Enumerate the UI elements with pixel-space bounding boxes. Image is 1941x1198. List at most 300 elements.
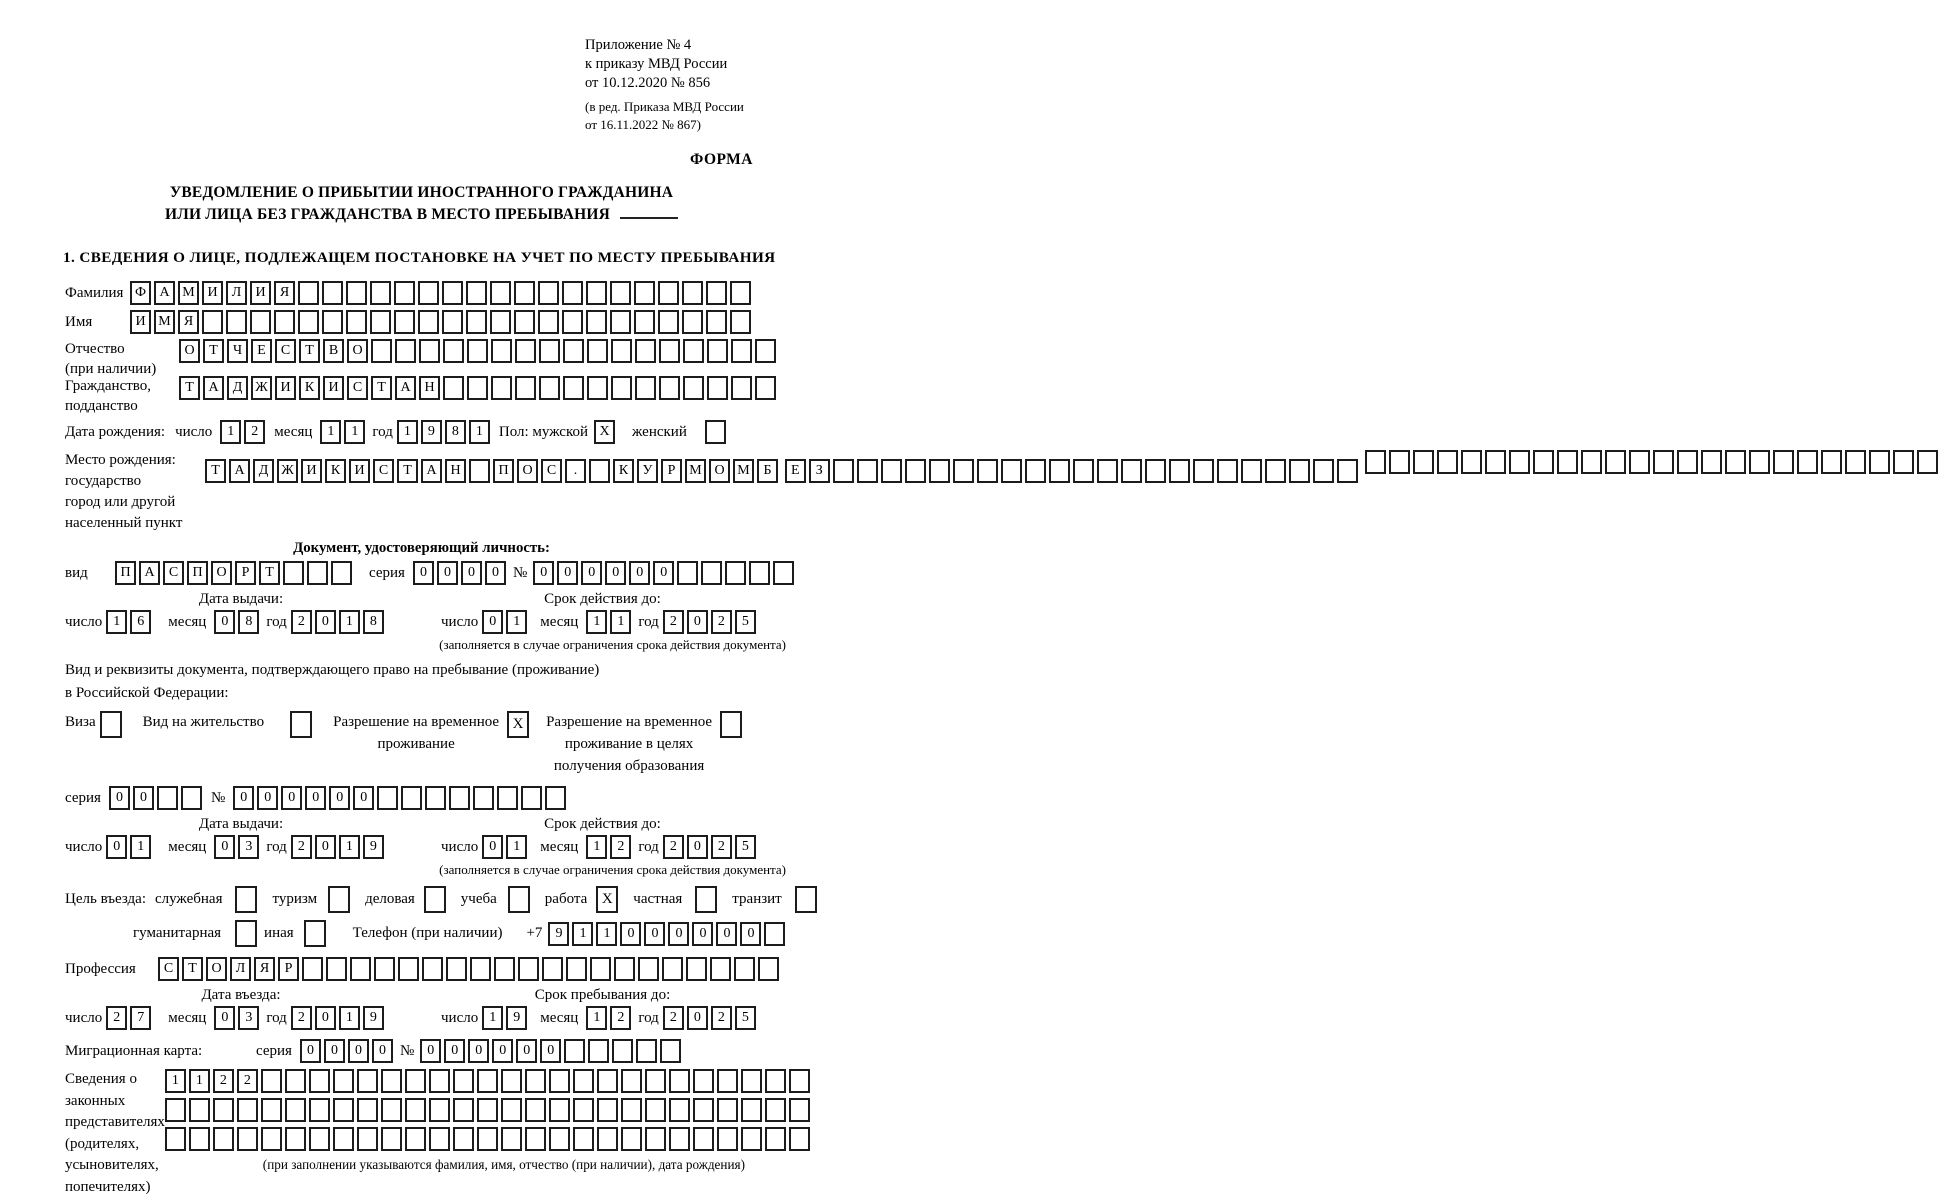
purpose-private-checkbox[interactable] bbox=[695, 886, 720, 913]
cell[interactable] bbox=[977, 459, 998, 483]
representatives-row2-cells[interactable] bbox=[165, 1098, 813, 1122]
cell[interactable]: К bbox=[613, 459, 634, 483]
cell[interactable] bbox=[590, 957, 611, 981]
cell[interactable]: А bbox=[154, 281, 175, 305]
doc-valid-year-cells[interactable] bbox=[663, 610, 759, 634]
cell[interactable] bbox=[261, 1069, 282, 1093]
cell[interactable]: 2 bbox=[244, 420, 265, 444]
cell[interactable] bbox=[658, 281, 679, 305]
cell[interactable] bbox=[634, 310, 655, 334]
cell[interactable] bbox=[405, 1098, 426, 1122]
cell[interactable]: 9 bbox=[506, 1006, 527, 1030]
cell[interactable] bbox=[1025, 459, 1046, 483]
cell[interactable] bbox=[394, 281, 415, 305]
cell[interactable]: 0 bbox=[692, 922, 713, 946]
cell[interactable]: 2 bbox=[291, 610, 312, 634]
cell[interactable]: 0 bbox=[348, 1039, 369, 1063]
doc-valid-day-cells[interactable] bbox=[482, 610, 530, 634]
cell[interactable]: 9 bbox=[363, 835, 384, 859]
cell[interactable] bbox=[189, 1098, 210, 1122]
cell[interactable] bbox=[1749, 450, 1770, 474]
cell[interactable] bbox=[429, 1127, 450, 1151]
cell[interactable]: 0 bbox=[482, 835, 503, 859]
purpose-study-checkbox[interactable] bbox=[508, 886, 533, 913]
cell[interactable] bbox=[683, 376, 704, 400]
cell[interactable] bbox=[515, 376, 536, 400]
cell[interactable]: 2 bbox=[291, 835, 312, 859]
cell[interactable] bbox=[789, 1127, 810, 1151]
cell[interactable]: И bbox=[275, 376, 296, 400]
cell[interactable] bbox=[202, 310, 223, 334]
res-valid-year-cells[interactable] bbox=[663, 835, 759, 859]
doc-series-cells[interactable] bbox=[413, 561, 509, 585]
cell[interactable] bbox=[755, 339, 776, 363]
cell[interactable] bbox=[1845, 450, 1866, 474]
cell[interactable]: 0 bbox=[372, 1039, 393, 1063]
doc-valid-month-cells[interactable] bbox=[586, 610, 634, 634]
doc-kind-cells[interactable] bbox=[115, 561, 355, 585]
surname-cells[interactable] bbox=[130, 281, 754, 305]
cell[interactable] bbox=[597, 1127, 618, 1151]
birth-month-cells[interactable] bbox=[320, 420, 368, 444]
cell[interactable]: 1 bbox=[130, 835, 151, 859]
cell[interactable] bbox=[693, 1098, 714, 1122]
cell[interactable]: 1 bbox=[596, 922, 617, 946]
cell[interactable]: М bbox=[733, 459, 754, 483]
cell[interactable] bbox=[274, 310, 295, 334]
cell[interactable] bbox=[1073, 459, 1094, 483]
cell[interactable] bbox=[346, 310, 367, 334]
cell[interactable]: Т bbox=[182, 957, 203, 981]
cell[interactable] bbox=[659, 376, 680, 400]
cell[interactable] bbox=[290, 711, 312, 738]
cell[interactable] bbox=[515, 339, 536, 363]
cell[interactable] bbox=[477, 1098, 498, 1122]
cell[interactable]: 5 bbox=[735, 835, 756, 859]
cell[interactable] bbox=[905, 459, 926, 483]
cell[interactable] bbox=[693, 1069, 714, 1093]
cell[interactable]: 8 bbox=[445, 420, 466, 444]
cell[interactable] bbox=[953, 459, 974, 483]
cell[interactable] bbox=[1581, 450, 1602, 474]
cell[interactable] bbox=[562, 281, 583, 305]
cell[interactable]: Ж bbox=[277, 459, 298, 483]
cell[interactable] bbox=[298, 281, 319, 305]
cell[interactable]: X bbox=[596, 886, 618, 913]
cell[interactable]: 0 bbox=[106, 835, 127, 859]
cell[interactable] bbox=[566, 957, 587, 981]
cell[interactable] bbox=[525, 1098, 546, 1122]
cell[interactable] bbox=[213, 1098, 234, 1122]
cell[interactable] bbox=[469, 459, 490, 483]
stay-year-cells[interactable] bbox=[663, 1006, 759, 1030]
cell[interactable]: 0 bbox=[300, 1039, 321, 1063]
visa-checkbox[interactable] bbox=[100, 711, 125, 738]
cell[interactable]: С bbox=[275, 339, 296, 363]
cell[interactable] bbox=[597, 1098, 618, 1122]
cell[interactable] bbox=[645, 1069, 666, 1093]
cell[interactable] bbox=[621, 1069, 642, 1093]
sex-male-checkbox[interactable] bbox=[594, 420, 618, 444]
cell[interactable]: 3 bbox=[238, 1006, 259, 1030]
res-issue-year-cells[interactable] bbox=[291, 835, 387, 859]
cell[interactable] bbox=[669, 1069, 690, 1093]
cell[interactable] bbox=[1437, 450, 1458, 474]
cell[interactable] bbox=[764, 922, 785, 946]
cell[interactable]: 1 bbox=[397, 420, 418, 444]
cell[interactable] bbox=[422, 957, 443, 981]
cell[interactable] bbox=[538, 310, 559, 334]
cell[interactable] bbox=[614, 957, 635, 981]
representatives-row1-cells[interactable] bbox=[165, 1069, 813, 1093]
cell[interactable] bbox=[707, 339, 728, 363]
cell[interactable] bbox=[635, 376, 656, 400]
cell[interactable]: 0 bbox=[516, 1039, 537, 1063]
cell[interactable]: Т bbox=[179, 376, 200, 400]
cell[interactable] bbox=[521, 786, 542, 810]
cell[interactable] bbox=[695, 886, 717, 913]
cell[interactable] bbox=[730, 310, 751, 334]
cell[interactable]: Р bbox=[661, 459, 682, 483]
cell[interactable] bbox=[1725, 450, 1746, 474]
cell[interactable] bbox=[443, 376, 464, 400]
cell[interactable]: 2 bbox=[663, 835, 684, 859]
cell[interactable] bbox=[662, 957, 683, 981]
cell[interactable]: 1 bbox=[506, 610, 527, 634]
cell[interactable] bbox=[331, 561, 352, 585]
cell[interactable]: 1 bbox=[220, 420, 241, 444]
cell[interactable] bbox=[473, 786, 494, 810]
cell[interactable] bbox=[514, 281, 535, 305]
birthplace-row2-cells[interactable] bbox=[785, 459, 1361, 483]
cell[interactable] bbox=[165, 1127, 186, 1151]
cell[interactable] bbox=[1193, 459, 1214, 483]
cell[interactable] bbox=[710, 957, 731, 981]
cell[interactable]: Л bbox=[226, 281, 247, 305]
cell[interactable] bbox=[429, 1069, 450, 1093]
cell[interactable] bbox=[1485, 450, 1506, 474]
cell[interactable]: Т bbox=[205, 459, 226, 483]
cell[interactable] bbox=[370, 281, 391, 305]
cell[interactable]: Т bbox=[371, 376, 392, 400]
cell[interactable] bbox=[1241, 459, 1262, 483]
cell[interactable]: А bbox=[395, 376, 416, 400]
cell[interactable] bbox=[333, 1098, 354, 1122]
cell[interactable] bbox=[322, 281, 343, 305]
purpose-tourism-checkbox[interactable] bbox=[328, 886, 353, 913]
cell[interactable] bbox=[677, 561, 698, 585]
cell[interactable]: 6 bbox=[130, 610, 151, 634]
cell[interactable] bbox=[621, 1098, 642, 1122]
cell[interactable] bbox=[470, 957, 491, 981]
cell[interactable]: 1 bbox=[339, 610, 360, 634]
cell[interactable]: 9 bbox=[363, 1006, 384, 1030]
cell[interactable] bbox=[765, 1069, 786, 1093]
cell[interactable]: 0 bbox=[687, 835, 708, 859]
cell[interactable] bbox=[562, 310, 583, 334]
cell[interactable] bbox=[635, 339, 656, 363]
cell[interactable]: 0 bbox=[605, 561, 626, 585]
cell[interactable] bbox=[508, 886, 530, 913]
cell[interactable] bbox=[789, 1098, 810, 1122]
cell[interactable]: 9 bbox=[548, 922, 569, 946]
cell[interactable] bbox=[1677, 450, 1698, 474]
cell[interactable]: Л bbox=[230, 957, 251, 981]
cell[interactable] bbox=[283, 561, 304, 585]
cell[interactable] bbox=[518, 957, 539, 981]
cell[interactable] bbox=[707, 376, 728, 400]
cell[interactable]: 3 bbox=[238, 835, 259, 859]
cell[interactable]: 2 bbox=[610, 1006, 631, 1030]
cell[interactable]: 0 bbox=[668, 922, 689, 946]
edu-permit-checkbox[interactable] bbox=[720, 711, 745, 738]
cell[interactable] bbox=[734, 957, 755, 981]
cell[interactable]: З bbox=[809, 459, 830, 483]
cell[interactable]: 9 bbox=[421, 420, 442, 444]
cell[interactable] bbox=[538, 281, 559, 305]
cell[interactable] bbox=[611, 339, 632, 363]
cell[interactable]: 0 bbox=[687, 610, 708, 634]
cell[interactable]: Н bbox=[419, 376, 440, 400]
cell[interactable] bbox=[720, 711, 742, 738]
cell[interactable] bbox=[1509, 450, 1530, 474]
cell[interactable]: 0 bbox=[740, 922, 761, 946]
cell[interactable]: Ф bbox=[130, 281, 151, 305]
cell[interactable]: С bbox=[541, 459, 562, 483]
cell[interactable] bbox=[467, 376, 488, 400]
cell[interactable] bbox=[587, 339, 608, 363]
phone-cells[interactable] bbox=[548, 922, 788, 946]
cell[interactable]: 1 bbox=[506, 835, 527, 859]
cell[interactable] bbox=[477, 1127, 498, 1151]
cell[interactable] bbox=[693, 1127, 714, 1151]
cell[interactable]: 0 bbox=[233, 786, 254, 810]
birth-year-cells[interactable] bbox=[397, 420, 493, 444]
cell[interactable] bbox=[658, 310, 679, 334]
cell[interactable] bbox=[573, 1069, 594, 1093]
cell[interactable]: 0 bbox=[629, 561, 650, 585]
cell[interactable] bbox=[425, 786, 446, 810]
cell[interactable] bbox=[250, 310, 271, 334]
cell[interactable]: Р bbox=[235, 561, 256, 585]
cell[interactable]: 0 bbox=[315, 835, 336, 859]
cell[interactable] bbox=[261, 1098, 282, 1122]
cell[interactable]: Я bbox=[274, 281, 295, 305]
cell[interactable]: 0 bbox=[281, 786, 302, 810]
cell[interactable] bbox=[1605, 450, 1626, 474]
cell[interactable] bbox=[424, 886, 446, 913]
cell[interactable] bbox=[357, 1127, 378, 1151]
cell[interactable] bbox=[381, 1098, 402, 1122]
cell[interactable]: 1 bbox=[482, 1006, 503, 1030]
cell[interactable] bbox=[549, 1098, 570, 1122]
cell[interactable]: А bbox=[139, 561, 160, 585]
cell[interactable] bbox=[1533, 450, 1554, 474]
cell[interactable]: 0 bbox=[305, 786, 326, 810]
cell[interactable]: К bbox=[325, 459, 346, 483]
cell[interactable] bbox=[539, 339, 560, 363]
cell[interactable] bbox=[741, 1098, 762, 1122]
cell[interactable] bbox=[1169, 459, 1190, 483]
cell[interactable] bbox=[1217, 459, 1238, 483]
cell[interactable] bbox=[307, 561, 328, 585]
cell[interactable] bbox=[612, 1039, 633, 1063]
cell[interactable] bbox=[1557, 450, 1578, 474]
cell[interactable]: 1 bbox=[610, 610, 631, 634]
cell[interactable]: Р bbox=[278, 957, 299, 981]
cell[interactable] bbox=[1869, 450, 1890, 474]
cell[interactable]: М bbox=[154, 310, 175, 334]
cell[interactable]: О bbox=[347, 339, 368, 363]
cell[interactable]: Ч bbox=[227, 339, 248, 363]
cell[interactable] bbox=[326, 957, 347, 981]
cell[interactable]: 0 bbox=[468, 1039, 489, 1063]
cell[interactable] bbox=[765, 1098, 786, 1122]
cell[interactable] bbox=[1365, 450, 1386, 474]
cell[interactable] bbox=[401, 786, 422, 810]
cell[interactable] bbox=[237, 1098, 258, 1122]
cell[interactable]: О bbox=[179, 339, 200, 363]
cell[interactable]: А bbox=[229, 459, 250, 483]
cell[interactable] bbox=[285, 1069, 306, 1093]
cell[interactable] bbox=[660, 1039, 681, 1063]
cell[interactable] bbox=[419, 339, 440, 363]
res-valid-day-cells[interactable] bbox=[482, 835, 530, 859]
cell[interactable]: 0 bbox=[540, 1039, 561, 1063]
citizenship-cells[interactable] bbox=[179, 376, 779, 400]
cell[interactable] bbox=[549, 1127, 570, 1151]
cell[interactable] bbox=[453, 1098, 474, 1122]
cell[interactable] bbox=[669, 1127, 690, 1151]
cell[interactable]: 1 bbox=[165, 1069, 186, 1093]
cell[interactable]: 5 bbox=[735, 1006, 756, 1030]
cell[interactable] bbox=[466, 281, 487, 305]
birthplace-row1-cells[interactable] bbox=[205, 459, 781, 483]
cell[interactable] bbox=[589, 459, 610, 483]
cell[interactable]: 0 bbox=[461, 561, 482, 585]
cell[interactable] bbox=[586, 310, 607, 334]
cell[interactable] bbox=[705, 420, 726, 444]
cell[interactable] bbox=[491, 339, 512, 363]
cell[interactable]: 2 bbox=[711, 835, 732, 859]
cell[interactable]: 2 bbox=[610, 835, 631, 859]
temp-permit-checkbox[interactable] bbox=[507, 711, 532, 738]
cell[interactable] bbox=[213, 1127, 234, 1151]
stay-month-cells[interactable] bbox=[586, 1006, 634, 1030]
cell[interactable] bbox=[381, 1127, 402, 1151]
cell[interactable] bbox=[725, 561, 746, 585]
cell[interactable] bbox=[497, 786, 518, 810]
cell[interactable]: 2 bbox=[711, 1006, 732, 1030]
cell[interactable] bbox=[346, 281, 367, 305]
cell[interactable] bbox=[449, 786, 470, 810]
cell[interactable] bbox=[545, 786, 566, 810]
cell[interactable] bbox=[634, 281, 655, 305]
cell[interactable]: Д bbox=[227, 376, 248, 400]
cell[interactable] bbox=[477, 1069, 498, 1093]
cell[interactable]: И bbox=[250, 281, 271, 305]
cell[interactable]: Б bbox=[757, 459, 778, 483]
cell[interactable] bbox=[682, 281, 703, 305]
cell[interactable] bbox=[1001, 459, 1022, 483]
cell[interactable] bbox=[610, 281, 631, 305]
cell[interactable]: 2 bbox=[663, 610, 684, 634]
cell[interactable]: 0 bbox=[653, 561, 674, 585]
cell[interactable] bbox=[491, 376, 512, 400]
cell[interactable]: X bbox=[507, 711, 529, 738]
cell[interactable] bbox=[490, 281, 511, 305]
cell[interactable]: X bbox=[594, 420, 615, 444]
cell[interactable]: Е bbox=[785, 459, 806, 483]
cell[interactable] bbox=[261, 1127, 282, 1151]
cell[interactable] bbox=[285, 1098, 306, 1122]
cell[interactable] bbox=[357, 1069, 378, 1093]
cell[interactable]: 7 bbox=[130, 1006, 151, 1030]
stay-day-cells[interactable] bbox=[482, 1006, 530, 1030]
cell[interactable]: Е bbox=[251, 339, 272, 363]
cell[interactable] bbox=[587, 376, 608, 400]
cell[interactable]: 2 bbox=[711, 610, 732, 634]
cell[interactable] bbox=[490, 310, 511, 334]
cell[interactable] bbox=[563, 376, 584, 400]
entry-day-cells[interactable] bbox=[106, 1006, 154, 1030]
cell[interactable] bbox=[398, 957, 419, 981]
cell[interactable] bbox=[731, 376, 752, 400]
patronymic-cells[interactable] bbox=[179, 339, 779, 363]
cell[interactable] bbox=[395, 339, 416, 363]
res-number-cells[interactable] bbox=[233, 786, 569, 810]
cell[interactable] bbox=[453, 1127, 474, 1151]
cell[interactable]: 0 bbox=[315, 610, 336, 634]
cell[interactable]: 0 bbox=[482, 610, 503, 634]
cell[interactable]: 0 bbox=[214, 610, 235, 634]
cell[interactable] bbox=[374, 957, 395, 981]
cell[interactable]: Ж bbox=[251, 376, 272, 400]
cell[interactable]: 0 bbox=[353, 786, 374, 810]
cell[interactable]: 0 bbox=[492, 1039, 513, 1063]
cell[interactable]: 0 bbox=[315, 1006, 336, 1030]
purpose-work-checkbox[interactable] bbox=[596, 886, 621, 913]
res-valid-month-cells[interactable] bbox=[586, 835, 634, 859]
cell[interactable] bbox=[1461, 450, 1482, 474]
cell[interactable]: 0 bbox=[133, 786, 154, 810]
cell[interactable] bbox=[189, 1127, 210, 1151]
cell[interactable] bbox=[1049, 459, 1070, 483]
cell[interactable] bbox=[758, 957, 779, 981]
cell[interactable] bbox=[741, 1069, 762, 1093]
cell[interactable] bbox=[1917, 450, 1938, 474]
cell[interactable] bbox=[789, 1069, 810, 1093]
cell[interactable] bbox=[381, 1069, 402, 1093]
birthplace-row3-cells[interactable] bbox=[1365, 450, 1941, 474]
res-series-cells[interactable] bbox=[109, 786, 205, 810]
purpose-humanitarian-checkbox[interactable] bbox=[235, 920, 260, 947]
cell[interactable]: 1 bbox=[586, 835, 607, 859]
cell[interactable] bbox=[394, 310, 415, 334]
cell[interactable]: М bbox=[178, 281, 199, 305]
cell[interactable]: 1 bbox=[339, 1006, 360, 1030]
cell[interactable] bbox=[563, 339, 584, 363]
res-issue-month-cells[interactable] bbox=[214, 835, 262, 859]
cell[interactable] bbox=[833, 459, 854, 483]
cell[interactable] bbox=[309, 1098, 330, 1122]
cell[interactable] bbox=[1653, 450, 1674, 474]
cell[interactable] bbox=[1313, 459, 1334, 483]
cell[interactable]: И bbox=[301, 459, 322, 483]
mc-series-cells[interactable] bbox=[300, 1039, 396, 1063]
cell[interactable]: Я bbox=[254, 957, 275, 981]
cell[interactable] bbox=[371, 339, 392, 363]
